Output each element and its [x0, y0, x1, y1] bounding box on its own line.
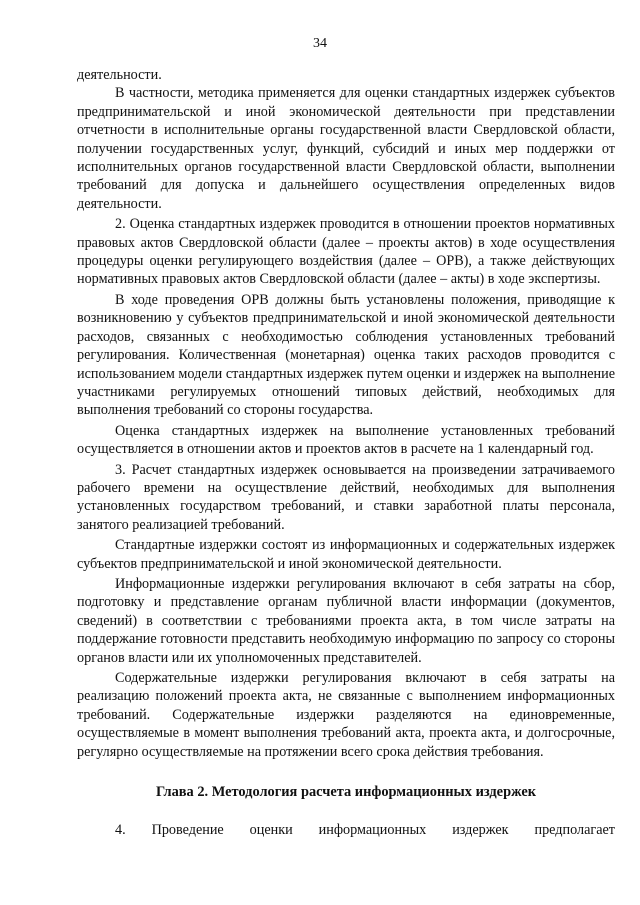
paragraph-standard-costs: Стандартные издержки состоят из информационных и содержательных издержек субъектов предпринимательской и иной экономической деятельности. — [77, 537, 615, 572]
paragraph-substantive-costs: Содержательные издержки регулирования включают в себя затраты на реализацию положений проекта акта, не связанные с выполнением информационных требований. Содержательные издержки разделяются на единовременные, осуществляемые в момент выполнения требований акта, проекта акта, и долгосрочные, регулярно осуществляемые на протяжении всего срока действия требования. — [77, 670, 615, 760]
paragraph-information-costs: Информационные издержки регулирования включают в себя затраты на сбор, подготовку и представление органам публичной власти информации (документов, сведений) в соответствии с требованиями проекта акта, в том числе затраты на поддержание готовности представить необходимую информацию по запросу со стороны органов власти или их уполномоченных представителей. — [77, 575, 615, 666]
chapter-title: Глава 2. Методология расчета информационных издержек — [155, 784, 536, 801]
paragraph-methodology-scope: В частности, методика применяется для оценки стандартных издержек субъектов предпринимательской и иной экономической деятельности при представлении отчетности в исполнительные органы государственной власти Свердловской области, получении государственных услуг, функций, субсидий и иных мер поддержки от исполнительных органов государственной власти Свердловской области, выполнении требований для допуска и дальнейшего осуществления определенных видов деятельности. — [77, 85, 615, 212]
page-number: 34 — [313, 36, 327, 51]
paragraph-item-2: 2. Оценка стандартных издержек проводится в отношении проектов нормативных правовых актов Свердловской области (далее – проекты актов) в ходе осуществления процедуры оценки регулирующего воздействия (далее – ОРВ), а также действующих нормативных правовых актов Свердловской области (далее – акты) в ходе экспертизы. — [77, 216, 615, 288]
paragraph-item-4: 4. Проведение оценки информационных издержек предполагает — [115, 822, 615, 839]
document-body — [77, 66, 615, 840]
paragraph-item-3: 3. Расчет стандартных издержек основывается на произведении затрачиваемого рабочего времени на осуществление действий, необходимых для выполнения установленных государством требований, и ставки заработной платы персонала, занятого реализацией требований. — [77, 461, 615, 533]
paragraph-annual-assessment: Оценка стандартных издержек на выполнение установленных требований осуществляется в отношении актов и проектов актов в расчете на 1 календарный год. — [77, 422, 615, 458]
paragraph-continuation: деятельности. — [77, 67, 162, 83]
paragraph-orv-provisions: В ходе проведения ОРВ должны быть установлены положения, приводящие к возникновению у субъектов предпринимательской и иной экономической деятельности расходов, связанных с необходимостью соблюдения установленных требований регулирования. Количественная (монетарная) оценка таких расходов проводится с использованием модели стандартных издержек путем оценки и издержек на выполнение участниками регулируемых отношений типовых действий, необходимых для выполнения требований со стороны государства. — [77, 291, 615, 419]
